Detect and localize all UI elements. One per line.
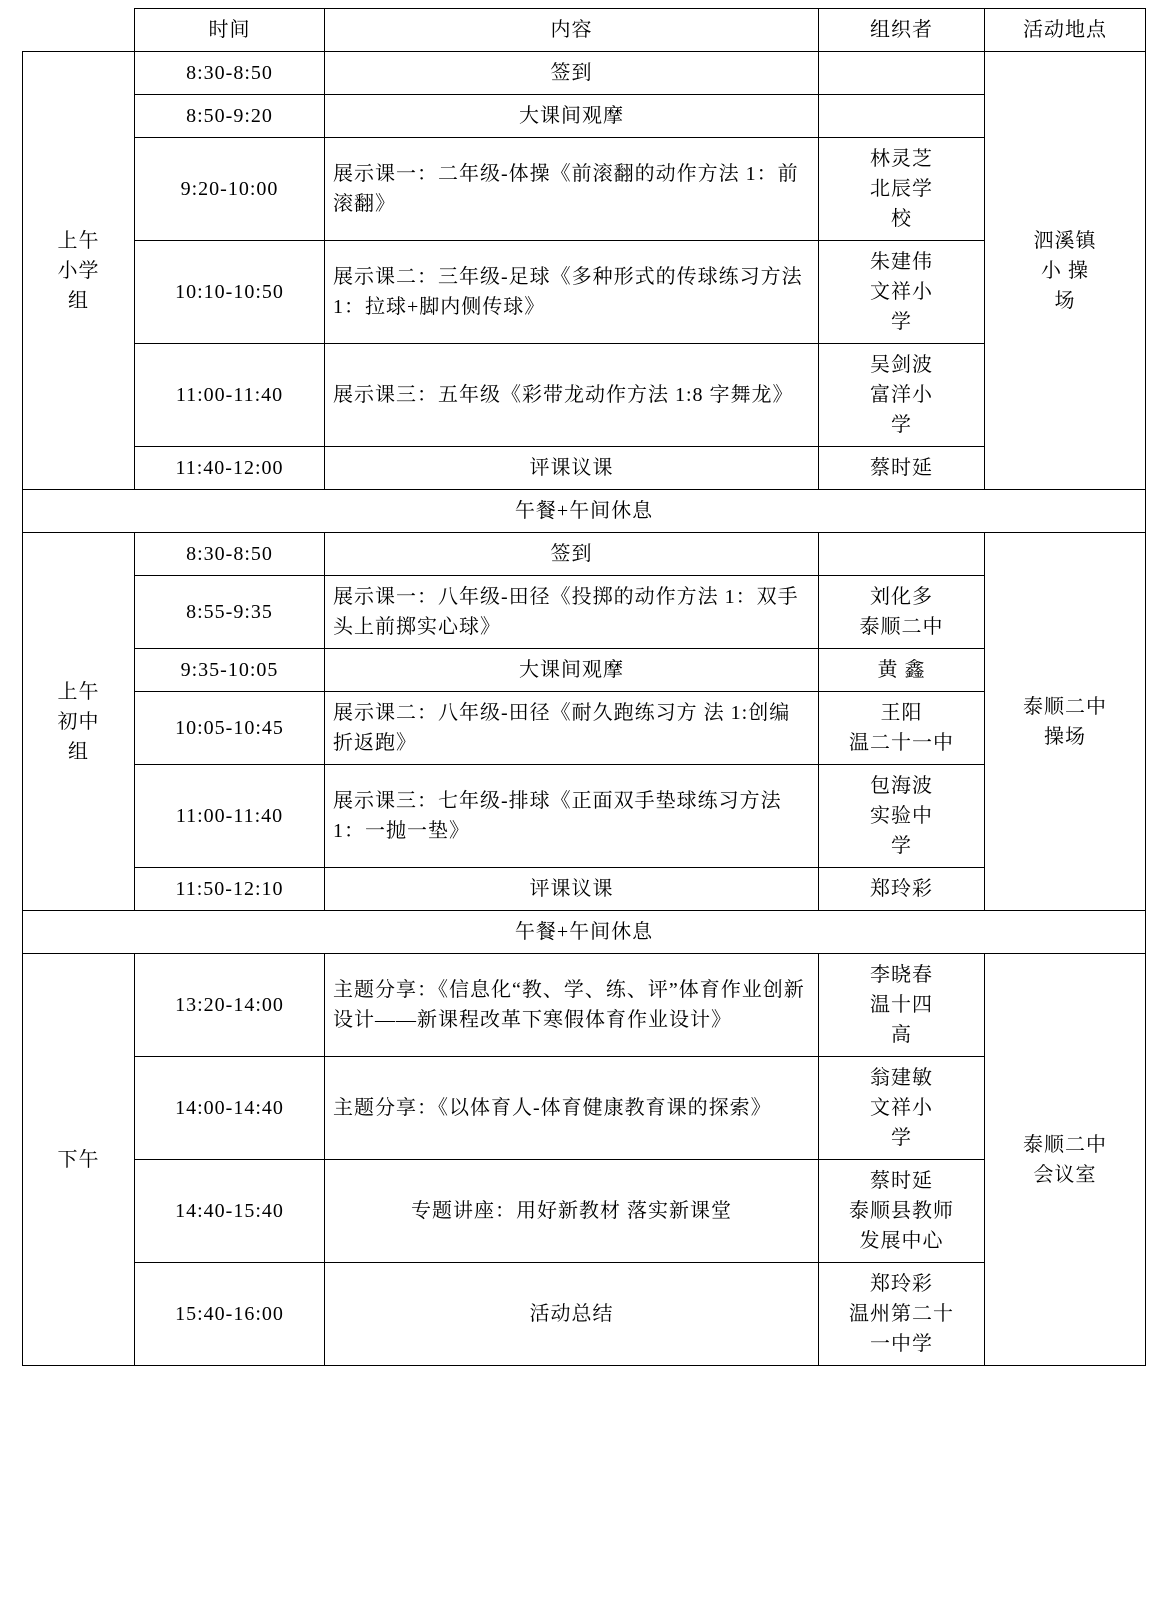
row-organizer <box>819 533 985 576</box>
table-row <box>23 95 1146 138</box>
row-organizer: 蔡时延 泰顺县教师 发展中心 <box>819 1160 985 1263</box>
row-organizer: 刘化多 泰顺二中 <box>819 576 985 649</box>
table-row <box>23 1057 1146 1160</box>
table-row <box>23 1160 1146 1263</box>
row-content: 展示课一：二年级-体操《前滚翻的动作方法 1：前滚翻》 <box>325 138 819 241</box>
row-content: 专题讲座：用好新教材 落实新课堂 <box>325 1160 819 1263</box>
session-location: 泰顺二中 操场 <box>985 533 1146 911</box>
table-row <box>23 954 1146 1057</box>
row-content: 大课间观摩 <box>325 95 819 138</box>
row-time: 11:50-12:10 <box>135 868 325 911</box>
row-content: 大课间观摩 <box>325 649 819 692</box>
table-row <box>23 1263 1146 1366</box>
row-organizer: 李晓春 温十四 高 <box>819 954 985 1057</box>
table-row <box>23 241 1146 344</box>
table-row <box>23 765 1146 868</box>
table-row <box>23 649 1146 692</box>
row-content: 评课议课 <box>325 447 819 490</box>
lunch-break-label: 午餐+午间休息 <box>23 911 1146 954</box>
header-content: 内容 <box>325 9 819 52</box>
table-row <box>23 692 1146 765</box>
row-content: 评课议课 <box>325 868 819 911</box>
row-organizer: 郑玲彩 <box>819 868 985 911</box>
row-content: 展示课三：七年级-排球《正面双手垫球练习方法 1：一抛一垫》 <box>325 765 819 868</box>
row-organizer: 吴剑波 富洋小 学 <box>819 344 985 447</box>
table-row <box>23 576 1146 649</box>
row-time: 14:40-15:40 <box>135 1160 325 1263</box>
lunch-break-label: 午餐+午间休息 <box>23 490 1146 533</box>
row-time: 11:40-12:00 <box>135 447 325 490</box>
row-time: 8:30-8:50 <box>135 52 325 95</box>
row-content: 主题分享：《信息化“教、学、练、评”体育作业创新设计——新课程改革下寒假体育作业设计》 <box>325 954 819 1057</box>
row-time: 10:10-10:50 <box>135 241 325 344</box>
table-row <box>23 344 1146 447</box>
session-group-label: 上午 初中 组 <box>23 533 135 911</box>
row-organizer: 王阳 温二十一中 <box>819 692 985 765</box>
header-blank <box>23 9 135 52</box>
row-organizer: 郑玲彩 温州第二十 一中学 <box>819 1263 985 1366</box>
schedule-table <box>22 8 1146 1366</box>
row-organizer <box>819 52 985 95</box>
row-content: 签到 <box>325 52 819 95</box>
table-header-row <box>23 9 1146 52</box>
row-time: 9:20-10:00 <box>135 138 325 241</box>
row-organizer: 蔡时延 <box>819 447 985 490</box>
row-organizer: 林灵芝 北辰学 校 <box>819 138 985 241</box>
row-time: 10:05-10:45 <box>135 692 325 765</box>
row-organizer: 翁建敏 文祥小 学 <box>819 1057 985 1160</box>
row-content: 签到 <box>325 533 819 576</box>
row-organizer: 包海波 实验中 学 <box>819 765 985 868</box>
header-time: 时间 <box>135 9 325 52</box>
session-location: 泗溪镇 小 操 场 <box>985 52 1146 490</box>
row-organizer <box>819 95 985 138</box>
row-time: 13:20-14:00 <box>135 954 325 1057</box>
row-content: 展示课二：三年级-足球《多种形式的传球练习方法 1：拉球+脚内侧传球》 <box>325 241 819 344</box>
session-group-label: 下午 <box>23 954 135 1366</box>
table-row <box>23 447 1146 490</box>
table-header <box>23 9 1146 52</box>
table-body <box>23 52 1146 1366</box>
row-time: 9:35-10:05 <box>135 649 325 692</box>
row-content: 主题分享：《以体育人-体育健康教育课的探索》 <box>325 1057 819 1160</box>
row-time: 11:00-11:40 <box>135 765 325 868</box>
row-content: 展示课二：八年级-田径《耐久跑练习方 法 1:创编折返跑》 <box>325 692 819 765</box>
lunch-break-row <box>23 490 1146 533</box>
table-row <box>23 533 1146 576</box>
header-location: 活动地点 <box>985 9 1146 52</box>
row-content: 活动总结 <box>325 1263 819 1366</box>
row-time: 8:30-8:50 <box>135 533 325 576</box>
lunch-break-row <box>23 911 1146 954</box>
row-time: 14:00-14:40 <box>135 1057 325 1160</box>
session-location: 泰顺二中 会议室 <box>985 954 1146 1366</box>
row-organizer: 黄 鑫 <box>819 649 985 692</box>
row-time: 8:55-9:35 <box>135 576 325 649</box>
row-time: 8:50-9:20 <box>135 95 325 138</box>
row-organizer: 朱建伟 文祥小 学 <box>819 241 985 344</box>
session-group-label: 上午 小学 组 <box>23 52 135 490</box>
row-time: 11:00-11:40 <box>135 344 325 447</box>
table-row <box>23 52 1146 95</box>
row-content: 展示课三：五年级《彩带龙动作方法 1:8 字舞龙》 <box>325 344 819 447</box>
table-row <box>23 138 1146 241</box>
row-time: 15:40-16:00 <box>135 1263 325 1366</box>
header-organizer: 组织者 <box>819 9 985 52</box>
table-row <box>23 868 1146 911</box>
row-content: 展示课一：八年级-田径《投掷的动作方法 1：双手头上前掷实心球》 <box>325 576 819 649</box>
